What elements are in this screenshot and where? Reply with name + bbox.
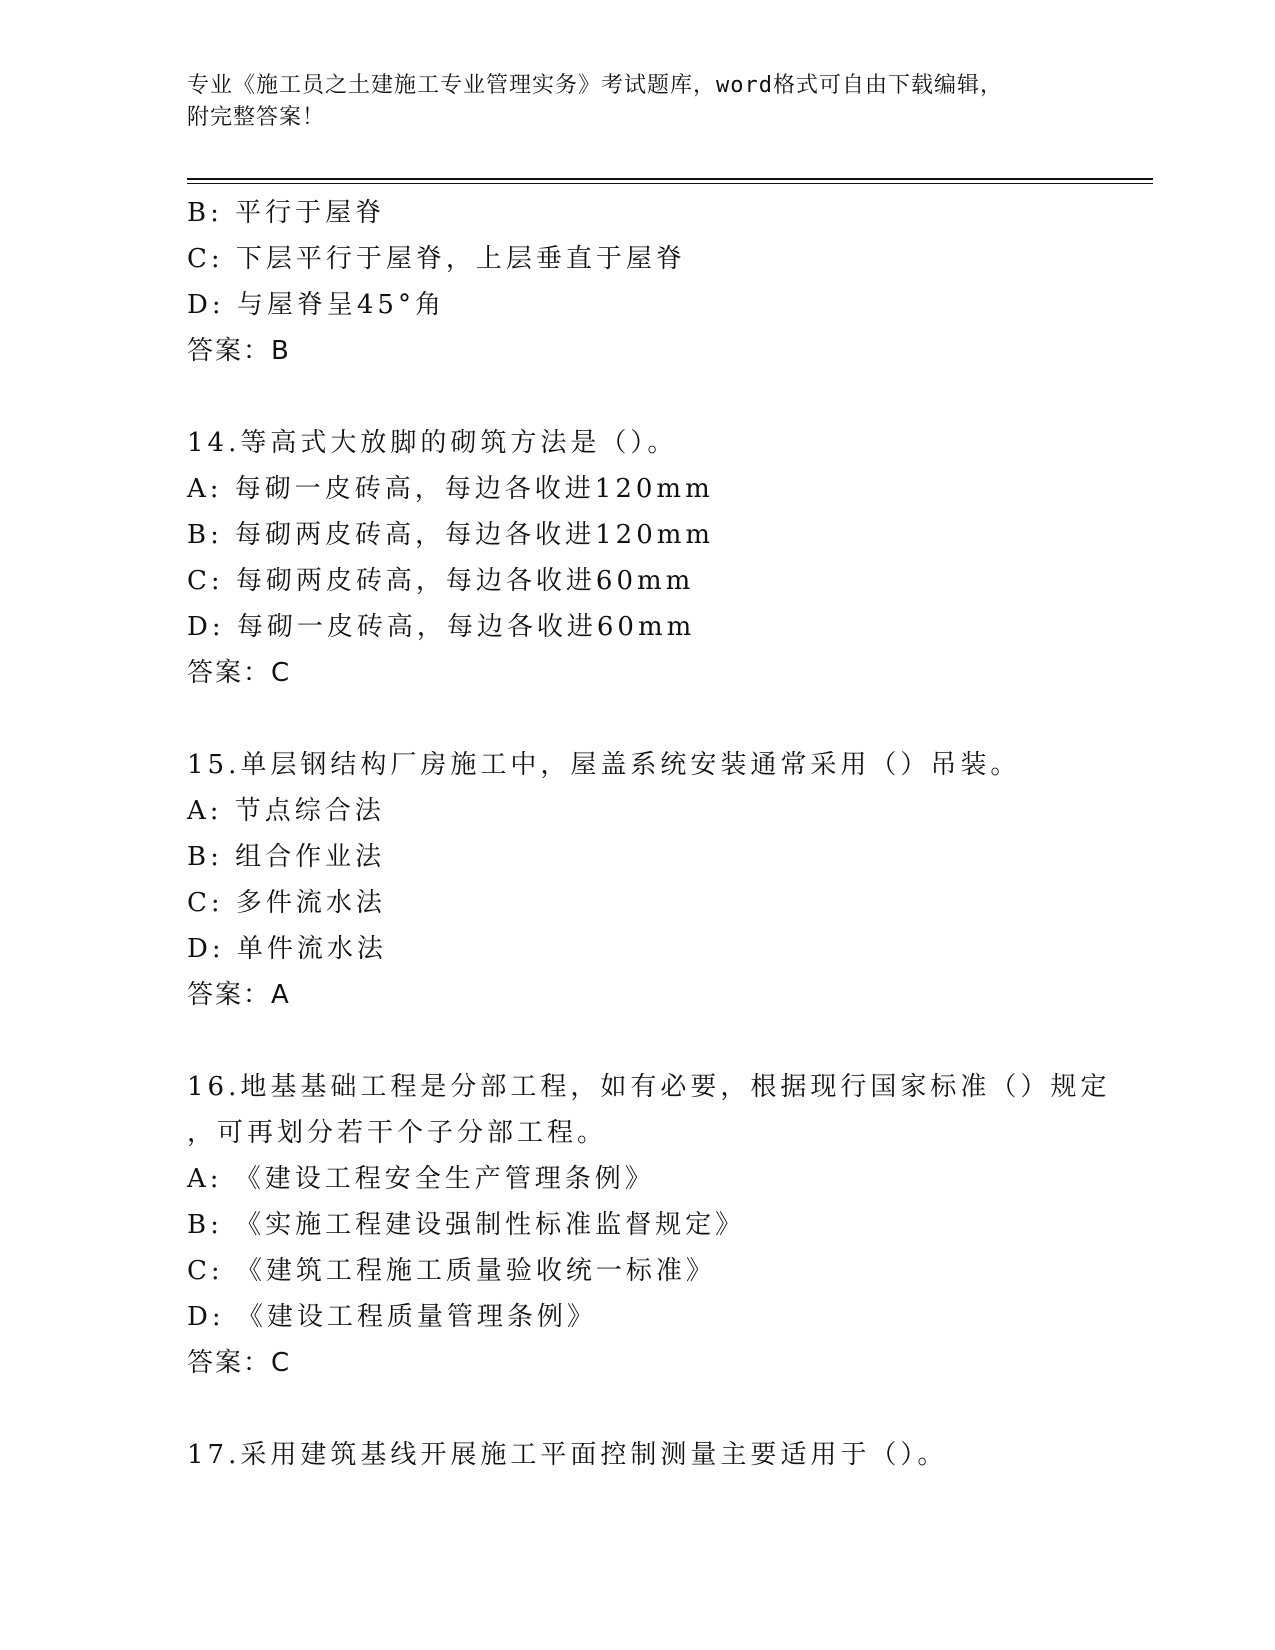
answer-line: 答案：C: [187, 1348, 292, 1378]
option-c: C: 《建筑工程施工质量验收统一标准》: [187, 1256, 716, 1286]
question-stem: 14.等高式大放脚的砌筑方法是（）。: [187, 428, 678, 458]
option-a: A: 《建设工程安全生产管理条例》: [187, 1164, 655, 1194]
option-d: D: 《建设工程质量管理条例》: [187, 1302, 597, 1332]
header-divider-thick: [187, 178, 1153, 180]
question-stem: 17.采用建筑基线开展施工平面控制测量主要适用于（）。: [187, 1440, 948, 1470]
question-list: [187, 190, 1153, 1478]
option-c: C: 下层平行于屋脊，上层垂直于屋脊: [187, 244, 686, 274]
option-d: D: 与屋脊呈45°角: [187, 290, 445, 320]
option-b: B: 《实施工程建设强制性标准监督规定》: [187, 1210, 746, 1240]
option-d: D: 单件流水法: [187, 934, 387, 964]
option-b: B: 组合作业法: [187, 842, 386, 872]
answer-line: 答案：C: [187, 658, 292, 688]
question-block-16: [187, 1064, 1153, 1386]
question-block-14: [187, 420, 1153, 696]
question-spacer: [187, 374, 1153, 420]
option-d: D: 每砌一皮砖高，每边各收进60mm: [187, 612, 696, 642]
option-b: B: 平行于屋脊: [187, 198, 386, 228]
header-line-2: 附完整答案！: [187, 105, 326, 130]
header-divider-thin: [187, 183, 1153, 184]
question-block-15: [187, 742, 1153, 1018]
option-c: C: 多件流水法: [187, 888, 386, 918]
option-a: A: 节点综合法: [187, 796, 385, 826]
option-b: B: 每砌两皮砖高，每边各收进120mm: [187, 520, 715, 550]
question-stem-line-1: 16.地基基础工程是分部工程，如有必要，根据现行国家标准（）规定: [187, 1072, 1111, 1102]
option-a: A: 每砌一皮砖高，每边各收进120mm: [187, 474, 714, 504]
question-block-prev: [187, 190, 1153, 374]
answer-line: 答案：A: [187, 980, 291, 1010]
header-line-1: 专业《施工员之土建施工专业管理实务》考试题库，word格式可自由下载编辑，: [187, 73, 1003, 98]
question-spacer: [187, 696, 1153, 742]
question-stem-line-2: ，可再划分若干个子分部工程。: [187, 1118, 608, 1148]
option-c: C: 每砌两皮砖高，每边各收进60mm: [187, 566, 695, 596]
document-header: [187, 70, 1067, 134]
question-spacer: [187, 1018, 1153, 1064]
question-spacer: [187, 1386, 1153, 1432]
answer-line: 答案：B: [187, 336, 291, 366]
question-block-17: [187, 1432, 1153, 1478]
question-stem: 15.单层钢结构厂房施工中，屋盖系统安装通常采用（）吊装。: [187, 750, 1021, 780]
